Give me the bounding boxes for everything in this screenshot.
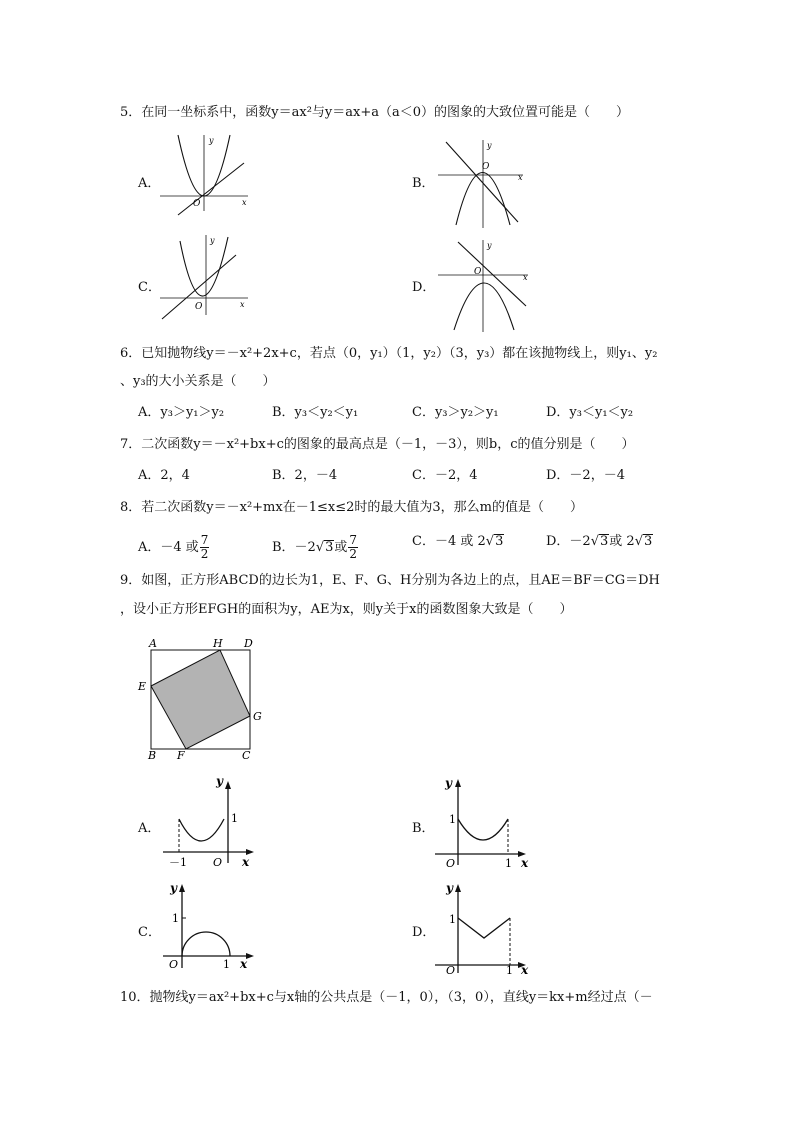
y-label: y: [170, 881, 177, 895]
line: [446, 142, 518, 222]
q7-option-d: D．－2，－4: [546, 468, 625, 483]
fraction: [348, 534, 358, 561]
x-label: x: [240, 300, 245, 309]
q9-graph-b: [432, 775, 537, 870]
origin-label: O: [169, 958, 179, 971]
semicircle: [182, 932, 230, 956]
q9-option-c-label: C．: [138, 925, 161, 940]
parabola: [180, 237, 228, 296]
sqrt-radicand: 3: [600, 534, 609, 549]
q8-option-b-or: 或: [334, 540, 348, 555]
origin-label: O: [482, 162, 490, 172]
origin-label: O: [446, 964, 456, 977]
x-label: x: [521, 963, 529, 977]
origin-label: O: [474, 267, 482, 277]
q9-option-b-label: B．: [412, 821, 435, 836]
q8-option-c: [412, 534, 504, 550]
sqrt-radicand: 3: [325, 540, 334, 555]
origin-label: O: [213, 856, 223, 869]
x-label: x: [523, 273, 528, 282]
q6-stem-line2: 、y₃的大小关系是（ ）: [120, 374, 276, 389]
y-arrow: [179, 884, 185, 892]
q5-option-c-label: C．: [138, 280, 161, 295]
sqrt-sign: √: [634, 534, 643, 549]
q8-option-a-text: A．－4 或: [138, 540, 199, 555]
frac-numerator: 7: [349, 533, 358, 547]
y-one-label: 1: [172, 912, 179, 925]
origin-label: O: [193, 199, 201, 209]
neg-one-label: －1: [169, 856, 187, 869]
label-c: C: [242, 749, 251, 762]
y-label: y: [487, 241, 492, 250]
y-one-label: 1: [449, 913, 456, 926]
y-label: y: [445, 776, 452, 790]
frac-denominator: 2: [349, 547, 358, 561]
label-e: E: [138, 680, 147, 693]
label-g: G: [253, 710, 262, 723]
q5-graph-b: [438, 140, 538, 230]
v-curve: [458, 918, 510, 938]
label-f: F: [177, 749, 185, 762]
sqrt-sign: √: [590, 534, 599, 549]
q9-square-figure: [140, 635, 270, 765]
x-label: x: [242, 855, 250, 869]
q8-option-b-text: B．－2: [272, 540, 316, 555]
y-arrow: [455, 779, 461, 787]
q5-stem: 5．在同一坐标系中，函数y＝ax²与y＝ax+a（a＜0）的图象的大致位置可能是（ ）: [120, 105, 629, 120]
q9-option-a-label: A．: [138, 821, 161, 836]
q5-graph-d: [438, 240, 538, 332]
q8-option-d: [546, 534, 653, 550]
q5-graph-a: [160, 135, 260, 215]
one-label: 1: [223, 958, 230, 971]
label-h: H: [213, 637, 223, 650]
x-label: x: [242, 198, 247, 207]
x-label: x: [240, 957, 248, 971]
q8-option-b: [272, 534, 359, 561]
y-label: y: [446, 881, 453, 895]
one-label: 1: [505, 857, 512, 870]
y-one-label: 1: [449, 813, 456, 826]
q6-option-b: B．y₃＜y₂＜y₁: [272, 405, 359, 420]
frac-numerator: 7: [200, 533, 209, 547]
sqrt-radicand: 3: [643, 534, 653, 549]
origin-label: O: [446, 857, 456, 870]
label-d: D: [244, 637, 253, 650]
y-label: y: [209, 136, 214, 145]
q8-stem: 8．若二次函数y＝－x²+mx在－1≤x≤2时的最大值为3，那么m的值是（ ）: [120, 500, 583, 515]
y-arrow: [455, 884, 461, 892]
q6-option-d: D．y₃＜y₁＜y₂: [546, 405, 634, 420]
q6-option-c: C．y₃＞y₂＞y₁: [412, 405, 499, 420]
sqrt-radicand: 3: [495, 534, 504, 549]
q9-graph-c: [160, 880, 265, 972]
square-efgh: [151, 650, 250, 749]
q9-stem-line1: 9．如图，正方形ABCD的边长为1，E、F、G、H分别为各边上的点，且AE＝BF＝CG＝DH: [120, 573, 660, 588]
q8-option-a: [138, 534, 210, 561]
curve: [179, 819, 224, 841]
y-label: y: [216, 774, 223, 788]
q9-graph-a: [160, 775, 265, 870]
q9-graph-d: [432, 878, 537, 977]
q8-option-d-or: 或 2: [609, 534, 635, 549]
line: [178, 163, 244, 215]
x-arrow: [246, 953, 254, 959]
q8-option-d-text: D．－2: [546, 534, 591, 549]
q5-graph-c: [160, 235, 260, 320]
origin-label: O: [195, 302, 203, 312]
y-arrow: [225, 781, 231, 789]
sqrt-sign: √: [315, 540, 325, 555]
q7-option-c: C．－2，4: [412, 468, 478, 483]
q6-option-a: A．y₃＞y₁＞y₂: [138, 405, 225, 420]
label-b: B: [148, 749, 157, 762]
q6-stem-line1: 6．已知抛物线y＝－x²+2x+c，若点（0，y₁）（1，y₂）（3，y₃）都在该抛物线上，则y₁、y₂: [120, 346, 658, 361]
label-a: A: [149, 637, 157, 650]
curve: [458, 819, 508, 840]
q5-option-a-label: A．: [138, 176, 161, 191]
frac-denominator: 2: [200, 547, 209, 561]
q7-stem: 7．二次函数y＝－x²+bx+c的图象的最高点是（－1，－3），则b，c的值分别是（ ）: [120, 437, 635, 452]
fraction: [200, 534, 210, 561]
q5-option-d-label: D．: [412, 280, 436, 295]
x-label: x: [521, 856, 529, 870]
one-label: 1: [506, 964, 513, 977]
q7-option-a: A．2，4: [138, 468, 190, 483]
x-label: x: [518, 173, 523, 182]
q10-stem: 10．抛物线y＝ax²+bx+c与x轴的公共点是（－1，0），（3，0），直线y＝kx+m经过点（－: [120, 990, 653, 1005]
y-label: y: [210, 236, 215, 245]
q9-stem-line2: ，设小正方形EFGH的面积为y，AE为x，则y关于x的函数图象大致是（ ）: [120, 602, 573, 617]
q8-option-c-text: C．－4 或 2: [412, 534, 486, 549]
q5-option-b-label: B．: [412, 176, 435, 191]
q7-option-b: B．2，－4: [272, 468, 338, 483]
parabola: [454, 283, 514, 330]
one-label: 1: [231, 812, 238, 825]
sqrt-sign: √: [485, 534, 495, 549]
y-label: y: [487, 141, 492, 150]
q9-option-d-label: D．: [412, 925, 436, 940]
